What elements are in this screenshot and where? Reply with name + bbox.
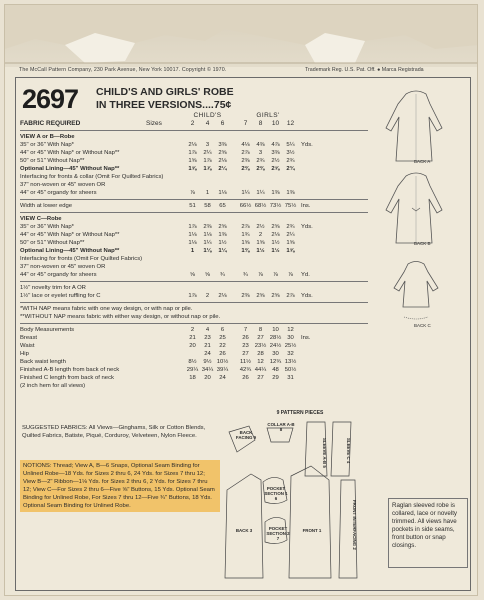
table-cell: 1⅝: [188, 166, 197, 172]
table-cell: 1⅜: [241, 248, 250, 254]
table-cell: 8: [258, 327, 263, 333]
info-panel: [15, 77, 471, 591]
table-cell: 1⅞: [203, 158, 212, 164]
table-cell: 32: [287, 351, 294, 357]
table-cell: 1¾: [241, 232, 250, 238]
table-cell: 51: [189, 203, 196, 209]
table-cell: 20: [204, 375, 211, 381]
table-cell: 5¼: [286, 142, 295, 148]
table-cell: 1⅝: [188, 158, 197, 164]
table-cell: 26: [242, 335, 249, 341]
table-cell: 13½: [284, 359, 297, 365]
table-cell: 2½: [256, 224, 265, 230]
table-row: VIEW C—Robe: [20, 216, 62, 222]
piece-front-interfacing: FRONT INTERFACING 2: [352, 500, 357, 550]
pattern-pieces-diagram: 9 PATTERN PIECES BACK FACING 9 COLLAR A-B 8 SLEEVE A-B 5 SLEEVE C 4 POCKET SECTION 1 6 POCKET SECTION 2 7 BACK 3 FRONT 1 FRONT INTERFACING 2: [221, 410, 379, 586]
table-cell: 6: [220, 327, 225, 333]
table-row: Interfacing for fronts (Omit For Quilted Fabrics): [20, 256, 143, 262]
table-cell: 2: [190, 327, 195, 333]
table-cell: 2⅝: [256, 293, 265, 299]
table-cell: 3⅜: [218, 142, 227, 148]
pattern-subtitle: IN THREE VERSIONS....75¢: [96, 99, 232, 111]
table-cell: 22: [219, 343, 226, 349]
illustration-back-c: BACK C: [368, 250, 466, 332]
table-cell: 2⅝: [271, 224, 280, 230]
table-cell: 2⅜: [203, 224, 212, 230]
table-cell: 18: [189, 375, 196, 381]
table-cell: 10: [272, 327, 279, 333]
table-cell: 1: [205, 190, 210, 196]
table-cell: 24: [219, 375, 226, 381]
table-cell: 1⅝: [286, 248, 295, 254]
table-cell: 21: [189, 335, 196, 341]
table-cell: 10½: [216, 359, 229, 365]
table-row: Width at lower edge 51 58 65 66½ 68½ 73½ 75½ Ins.: [20, 203, 311, 209]
table-cell: 1⅜: [218, 232, 227, 238]
piece-collar: COLLAR A-B 8: [267, 422, 295, 432]
pattern-envelope: [4, 4, 478, 596]
table-row: 35" or 36" With Nap* 2⅛ 3 3⅜ 4⅛ 4⅜ 4⅞ 5¼ Yds.: [20, 142, 313, 148]
table-cell: 28: [257, 351, 264, 357]
table-row: 44" or 45" With Nap* or Without Nap** 1⅛ 1⅛ 1⅜ 1¾ 2 2⅛ 2¼: [20, 231, 368, 239]
table-cell: 21: [204, 343, 211, 349]
table-cell: 3⅜: [271, 150, 280, 156]
table-cell: 1⅞: [188, 150, 197, 156]
table-cell: 1½: [218, 240, 227, 246]
table-cell: 58: [204, 203, 211, 209]
piece-pocket-1: POCKET SECTION 1 6: [264, 486, 288, 501]
table-cell: 8½: [188, 359, 197, 365]
pattern-number: 2697: [22, 84, 79, 114]
table-cell: 2⅞: [286, 293, 295, 299]
table-cell: ⅞: [273, 272, 278, 278]
table-cell: 1½: [271, 248, 280, 254]
table-cell: ⅝: [190, 272, 195, 278]
illustration-back-b: BACK B: [368, 168, 466, 250]
description-note: Raglan sleeved robe is collared, lace or novelty trimmed. All views have pockets in side seams, front button or snap closings.: [388, 498, 468, 568]
table-cell: 2⅛: [188, 142, 197, 148]
table-cell: ¾: [243, 272, 248, 278]
table-cell: 48: [272, 367, 279, 373]
table-cell: 1¼: [241, 190, 250, 196]
table-cell: 12: [257, 359, 264, 365]
table-cell: [185, 350, 200, 358]
size-group-header: CHILD'S GIRLS': [193, 112, 280, 119]
table-cell: 1⅛: [203, 232, 212, 238]
table-row: Interfacing for fronts & collar (Omit For Quilted Fabrics): [20, 174, 164, 180]
table-cell: 2⅛: [218, 293, 227, 299]
table-cell: 4⅜: [256, 142, 265, 148]
size-header-row: FABRIC REQUIRED Sizes 2 4 6 7 8 10 12: [20, 120, 295, 127]
table-cell: 2¾: [286, 224, 295, 230]
table-cell: 1¼: [203, 240, 212, 246]
table-cell: 23½: [254, 343, 267, 349]
table-cell: 65: [219, 203, 226, 209]
table-row: Waist 20 21 22 23 23½ 24½ 25½: [20, 343, 297, 349]
table-cell: 28½: [269, 335, 282, 341]
table-cell: 2¾: [256, 158, 265, 164]
table-cell: 1: [190, 248, 195, 254]
table-cell: 1⅛: [218, 190, 227, 196]
table-cell: 2: [205, 293, 210, 299]
table-row: 1½" novelty trim for A OR: [20, 285, 86, 291]
nap-note-1: *WITH NAP means fabric with one way design, or with nap or pile.: [20, 306, 193, 312]
table-cell: ⅞: [190, 190, 195, 196]
table-cell: 1¼: [256, 190, 265, 196]
table-cell: 1⅞: [188, 224, 197, 230]
table-cell: 34¼: [201, 367, 214, 373]
table-cell: 2⅛: [218, 158, 227, 164]
table-cell: 1⅞: [203, 166, 212, 172]
table-cell: 2⅜: [256, 166, 265, 172]
table-cell: 66½: [239, 203, 252, 209]
view-illustrations: [368, 86, 466, 332]
nap-note-2: **WITHOUT NAP means fabric with either way design, or without nap or pile.: [20, 314, 221, 320]
table-cell: 2⅜: [241, 293, 250, 299]
table-row: 35" or 36" With Nap* 1⅞ 2⅜ 2⅝ 2⅞ 2½ 2⅝ 2¾ Yds.: [20, 224, 313, 230]
table-cell: 1⅛: [188, 232, 197, 238]
piece-sleeve-c: SLEEVE C 4: [346, 438, 351, 464]
table-cell: 30: [272, 351, 279, 357]
table-cell: 29¼: [186, 367, 199, 373]
piece-sleeve-ab: SLEEVE A-B 5: [322, 438, 327, 468]
table-row: 44" or 45" organdy for sheers ⅝ ⅝ ¾ ¾ ⅞ ⅞ ⅞ Yd.: [20, 272, 310, 278]
table-cell: 2⅞: [241, 150, 250, 156]
table-cell: 25: [219, 335, 226, 341]
trademark-line: Trademark Reg. U.S. Pat. Off. ● Marca Registrada: [305, 67, 424, 73]
table-cell: 2⅜: [241, 158, 250, 164]
table-cell: 29: [272, 375, 279, 381]
table-row: Back waist length 8½ 9½ 10½ 11½ 12 12¾ 13½: [20, 359, 297, 365]
table-cell: 1⅜: [286, 190, 295, 196]
table-cell: 25½: [284, 343, 297, 349]
table-row: 37" non-woven or 45" woven OR: [20, 264, 106, 270]
table-cell: 1⅝: [241, 240, 250, 246]
table-cell: 2⅜: [241, 166, 250, 172]
table-cell: 3: [205, 142, 210, 148]
table-cell: 3: [258, 150, 263, 156]
piece-back-facing: BACK FACING 9: [235, 430, 257, 440]
table-cell: ⅝: [205, 272, 210, 278]
table-cell: 2⅝: [218, 150, 227, 156]
table-cell: 26: [219, 351, 226, 357]
table-cell: 2¼: [286, 232, 295, 238]
torn-top-edge: [5, 5, 477, 67]
table-row: Hip 24 26 27 28 30 32: [20, 350, 368, 358]
table-cell: 4⅛: [241, 142, 250, 148]
illustration-back-a: BACK A: [368, 86, 466, 168]
table-cell: 27: [257, 335, 264, 341]
table-cell: ¾: [220, 272, 225, 278]
table-cell: ⅞: [258, 272, 263, 278]
table-row: 44" or 45" organdy for sheers ⅞ 1 1⅛ 1¼ 1¼ 1⅜ 1⅜: [20, 189, 368, 197]
table-cell: 24½: [269, 343, 282, 349]
table-cell: 1¼: [218, 248, 227, 254]
table-row: 50" or 51" Without Nap** 1⅝ 1⅞ 2⅛ 2⅜ 2¾ 2½ 2¾: [20, 157, 368, 165]
table-cell: 4: [205, 327, 210, 333]
suggested-fabrics: SUGGESTED FABRICS: All Views—Ginghams, Silk or Cotton Blends, Quilted Fabrics, Batiste, Piqué, Corduroy, Velveteen, Nylon Fleece.: [22, 425, 206, 439]
table-cell: 1½: [271, 240, 280, 246]
table-cell: 2: [258, 232, 263, 238]
table-cell: 42¾: [239, 367, 252, 373]
table-cell: 12: [287, 327, 294, 333]
table-row: 1½" lace or eyelet ruffling for C 1⅞ 2 2⅛ 2⅜ 2⅝ 2⅝ 2⅞ Yds.: [20, 293, 313, 299]
table-row: 37" non-woven or 45" woven OR: [20, 182, 106, 188]
table-cell: 2½: [271, 158, 280, 164]
table-cell: 1⅜: [271, 190, 280, 196]
table-cell: 9½: [203, 359, 212, 365]
table-row: 44" or 45" With Nap* or Without Nap** 1⅞ 2¼ 2⅝ 2⅞ 3 3⅜ 3½: [20, 149, 368, 157]
table-cell: 27: [242, 351, 249, 357]
table-cell: 4⅞: [271, 142, 280, 148]
pattern-title: CHILD'S AND GIRLS' ROBE: [96, 86, 234, 98]
table-cell: 3½: [286, 150, 295, 156]
table-cell: 2¾: [286, 158, 295, 164]
piece-front: FRONT 1: [302, 528, 322, 533]
table-cell: 2⅞: [241, 224, 250, 230]
table-cell: 39¼: [216, 367, 229, 373]
piece-back: BACK 3: [235, 528, 253, 533]
table-row: Finished A-B length from back of neck 29¼ 34¼ 39¼ 42¾ 44¼ 48 50½: [20, 367, 297, 373]
table-cell: 1⅛: [203, 248, 212, 254]
table-cell: 30: [287, 335, 294, 341]
fabric-table: [20, 112, 368, 390]
table-row: 50" or 51" Without Nap** 1⅛ 1¼ 1½ 1⅝ 1⅝ 1½ 1⅝: [20, 239, 368, 247]
table-cell: 2¼: [203, 150, 212, 156]
table-cell: 2¼: [218, 166, 227, 172]
table-cell: 1⅝: [286, 240, 295, 246]
piece-pocket-2: POCKET SECTION 2 7: [266, 526, 290, 541]
table-row: (2 inch hem for all views): [20, 383, 86, 389]
table-cell: 1⅞: [188, 293, 197, 299]
table-cell: 1⅛: [188, 240, 197, 246]
table-cell: 44¼: [254, 367, 267, 373]
notions-highlighted: NOTIONS: Thread; View A, B—6 Snaps, Optional Seam Binding for Unlined Robe—18 Yds. for Sizes 2 thru 6, 24 Yds. for Sizes 7 thru 12; View B—2" Ribbon—1⅛ Yds. for Sizes 2 thru 6, 2 Yds. for Sizes 7 thru 12; View C—For Sizes 2 thru 6—Five ⅝" Buttons, 15 Yds. Optional Seam Binding for Unlined Robe, For Sizes 7 thru 12—Five ¾" Buttons, 18 Yds. Optional Seam Binding for Unlined Robe.: [20, 460, 220, 512]
publisher-line: The McCall Pattern Company, 230 Park Avenue, New York 10017. Copyright © 1970.: [19, 67, 227, 73]
table-cell: 7: [243, 327, 248, 333]
table-cell: 24: [204, 351, 211, 357]
table-cell: 2⅝: [271, 293, 280, 299]
table-cell: 27: [257, 375, 264, 381]
table-cell: 11½: [239, 359, 252, 365]
table-cell: 2¾: [286, 166, 295, 172]
table-cell: 23: [242, 343, 249, 349]
table-cell: 73½: [269, 203, 282, 209]
table-cell: 23: [204, 335, 211, 341]
table-row: Optional Lining—45" Without Nap** 1⅝ 1⅞ 2¼ 2⅜ 2⅜ 2⅝ 2¾: [20, 165, 368, 173]
table-row: Body Measurements 2 4 6 7 8 10 12: [20, 326, 368, 334]
table-cell: 26: [242, 375, 249, 381]
table-cell: 68½: [254, 203, 267, 209]
table-cell: 12¾: [269, 359, 282, 365]
table-cell: 20: [189, 343, 196, 349]
table-cell: 50½: [284, 367, 297, 373]
table-row: VIEW A or B—Robe: [20, 134, 75, 140]
table-cell: 1½: [256, 248, 265, 254]
table-cell: 75½: [284, 203, 297, 209]
table-cell: 2⅛: [271, 232, 280, 238]
table-cell: 1⅝: [256, 240, 265, 246]
table-row: Breast 21 23 25 26 27 28½ 30 Ins.: [20, 335, 311, 341]
table-cell: 31: [287, 375, 294, 381]
table-cell: ⅞: [288, 272, 293, 278]
table-cell: 2⅝: [218, 224, 227, 230]
table-row: Optional Lining—45" Without Nap** 1 1⅛ 1¼ 1⅜ 1½ 1½ 1⅝: [20, 247, 368, 255]
table-row: Finished C length from back of neck 18 20 24 26 27 29 31: [20, 374, 368, 382]
table-cell: 2⅝: [271, 166, 280, 172]
